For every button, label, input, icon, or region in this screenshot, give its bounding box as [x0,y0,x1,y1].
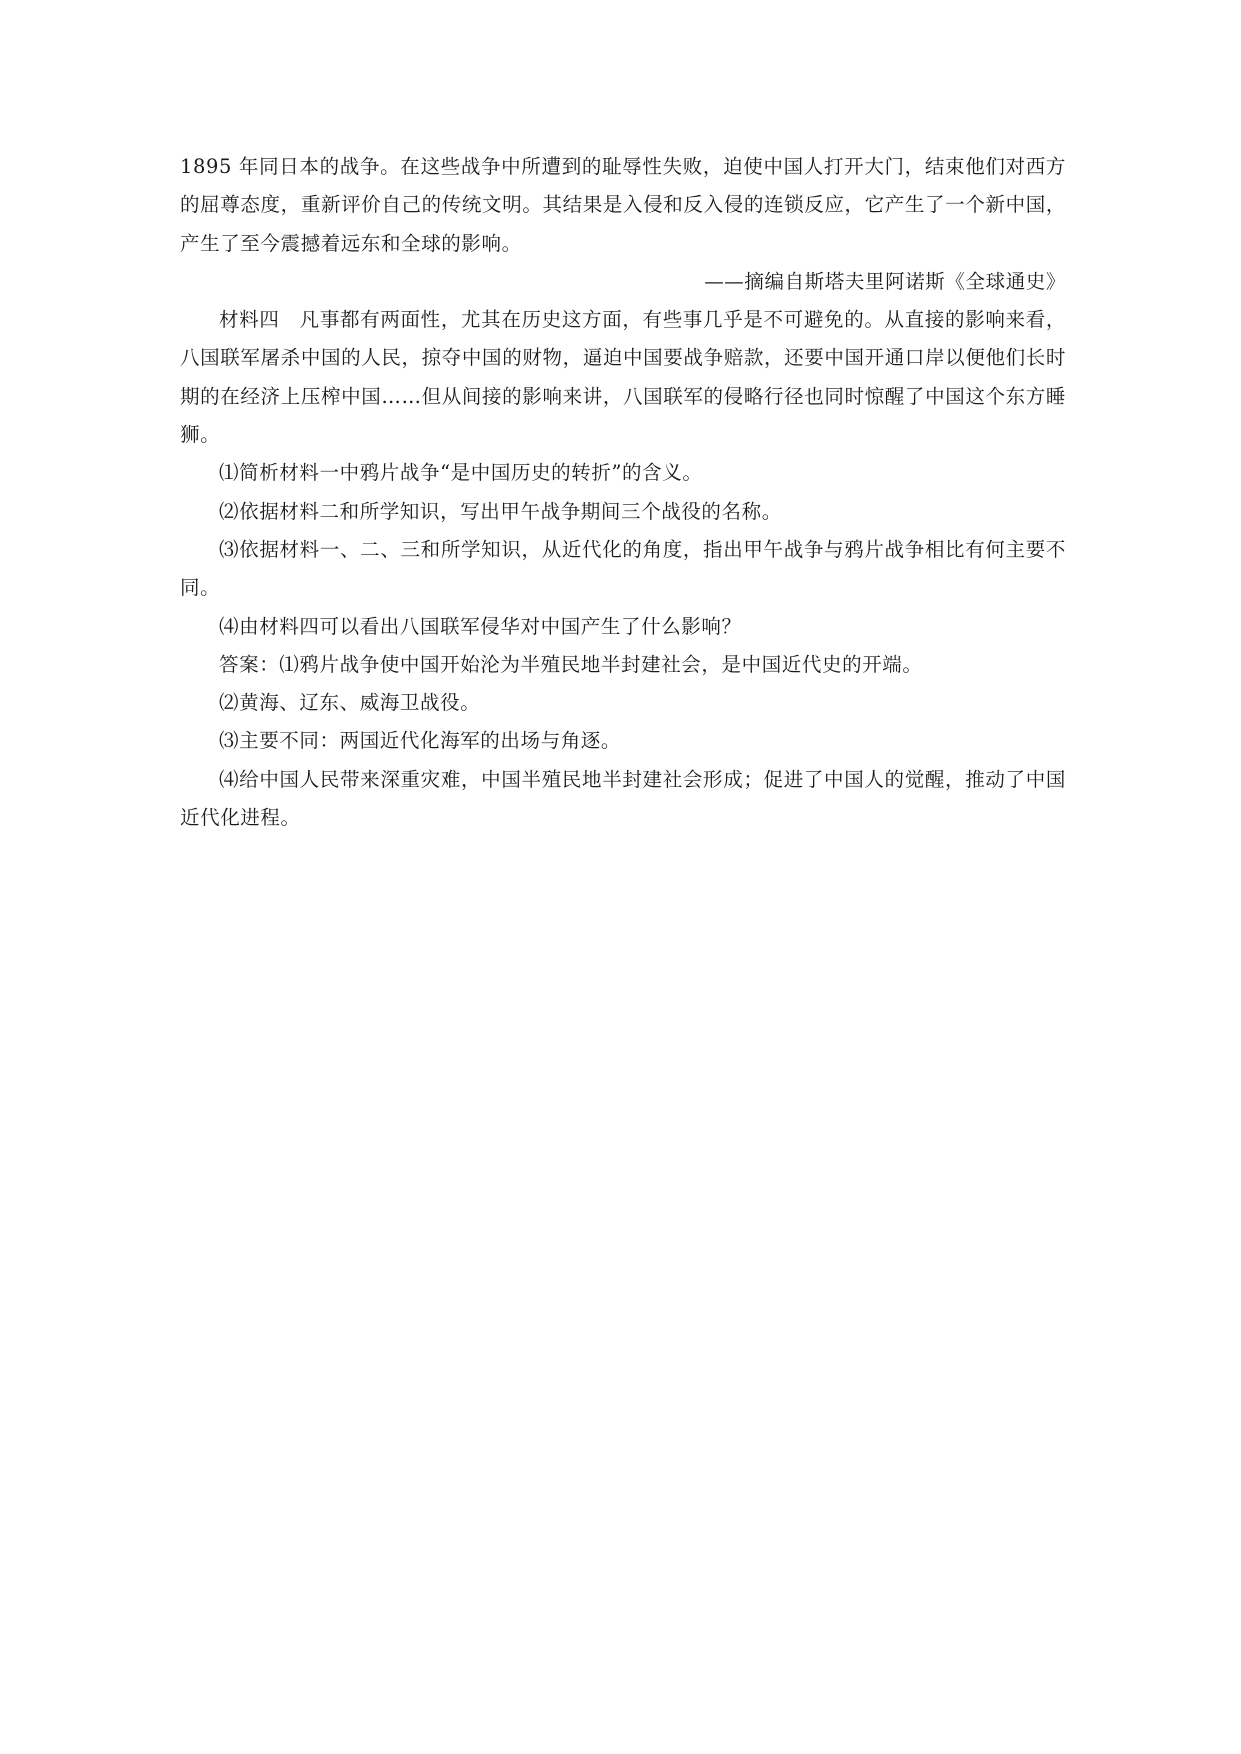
source-attribution: ——摘编自斯塔夫里阿诺斯《全球通史》 [704,269,1066,293]
answer-1: 答案：⑴鸦片战争使中国开始沦为半殖民地半封建社会，是中国近代史的开端。 [219,652,923,676]
question-1: ⑴简析材料一中鸦片战争“是中国历史的转折”的含义。 [219,461,703,485]
paragraph-material-four: 材料四 凡事都有两面性，尤其在历史这方面，有些事几乎是不可避免的。从直接的影响来看，八国联军屠杀中国的人民，掠夺中国的财物，逼迫中国要战争赔款，还要中国开通口岸以便他们长时期的在经济上压榨中国……但从间接的影响来讲，八国联军的侵略行径也同时惊醒了中国这个东方睡狮。 [180,308,1066,447]
paragraph-continuation: 1895 年同日本的战争。在这些战争中所遭到的耻辱性失败，迫使中国人打开大门，结束他们对西方的屈尊态度，重新评价自己的传统文明。其结果是入侵和反入侵的连锁反应，它产生了一个新中国，产生了至今震撼着远东和全球的影响。 [180,155,1066,255]
answer-3: ⑶主要不同：两国近代化海军的出场与角逐。 [219,729,622,753]
question-3: ⑶依据材料一、二、三和所学知识，从近代化的角度，指出甲午战争与鸦片战争相比有何主要不同。 [180,537,1066,600]
question-2: ⑵依据材料二和所学知识，写出甲午战争期间三个战役的名称。 [219,499,782,523]
answer-4: ⑷给中国人民带来深重灾难，中国半殖民地半封建社会形成；促进了中国人的觉醒，推动了中国近代化进程。 [180,767,1066,830]
question-4: ⑷由材料四可以看出八国联军侵华对中国产生了什么影响？ [219,614,742,638]
answer-2: ⑵黄海、辽东、威海卫战役。 [219,691,481,715]
document-body [180,148,1066,837]
